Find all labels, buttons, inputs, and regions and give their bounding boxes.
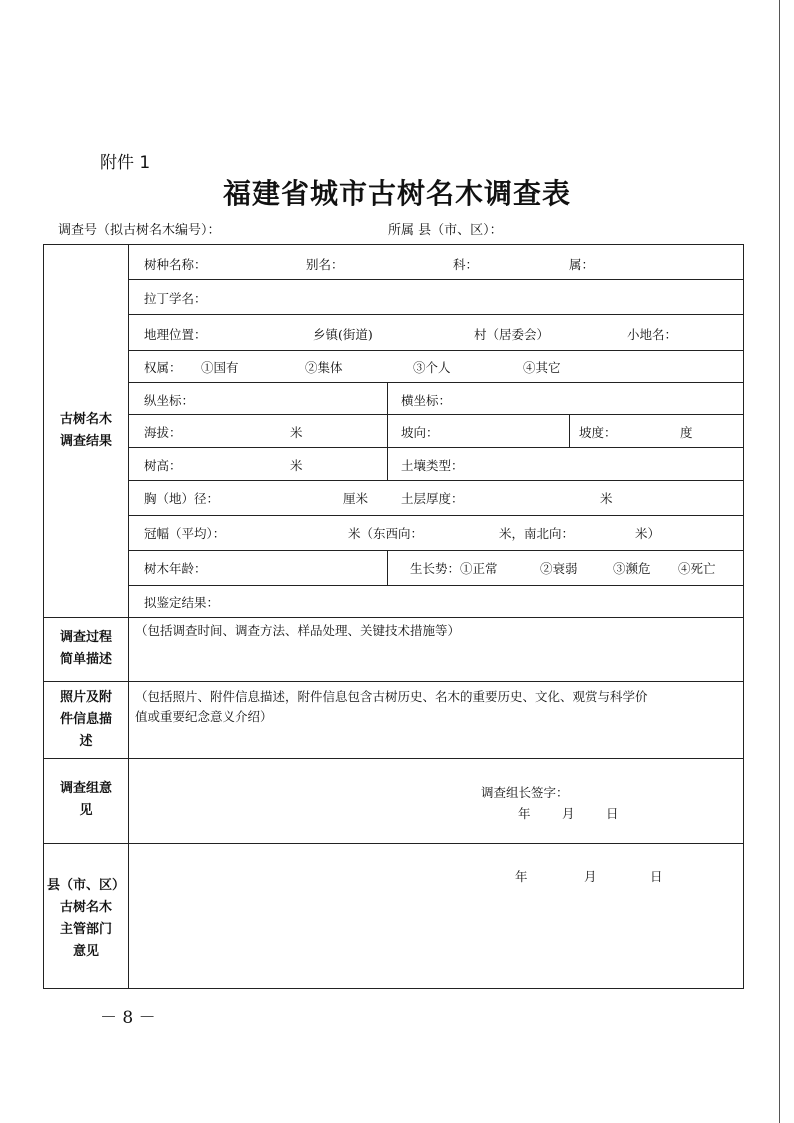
photos-hint-line2: 值或重要纪念意义介绍）: [135, 709, 273, 724]
team-date-year: 年: [518, 806, 531, 821]
section-divider: [44, 617, 744, 618]
longitude-field[interactable]: 横坐标：: [401, 393, 452, 408]
team-date-day: 日: [606, 806, 619, 821]
ownership-option-personal[interactable]: ③个人: [413, 360, 451, 375]
team-leader-signature[interactable]: 调查组长签字：: [481, 785, 569, 800]
form-title: 福建省城市古树名木调查表: [222, 177, 571, 210]
village-field[interactable]: 村（居委会）: [474, 327, 550, 342]
cell-divider: [387, 382, 388, 480]
row-divider: [128, 279, 744, 280]
dbh-field[interactable]: 胸（地）径：: [144, 491, 220, 506]
row-divider: [128, 585, 744, 586]
family-field[interactable]: 科：: [453, 257, 479, 272]
crown-north-south[interactable]: 米，南北向：: [499, 526, 575, 541]
latin-name-field[interactable]: 拉丁学名：: [144, 291, 207, 306]
cell-divider: [569, 414, 570, 447]
attachment-label: 附件 1: [100, 153, 151, 173]
species-field[interactable]: 树种名称：: [144, 257, 207, 272]
genus-field[interactable]: 属：: [569, 257, 595, 272]
latitude-field[interactable]: 纵坐标：: [144, 393, 195, 408]
row-divider: [128, 447, 744, 448]
row-divider: [128, 314, 744, 315]
soil-depth-field[interactable]: 土层厚度：: [401, 491, 464, 506]
cell-divider: [387, 550, 388, 585]
township-field[interactable]: 乡镇(街道): [313, 327, 373, 342]
page-edge: [779, 0, 780, 1123]
alias-field[interactable]: 别名：: [306, 257, 344, 272]
tree-height-unit: 米: [290, 458, 303, 473]
location-field[interactable]: 地理位置：: [144, 327, 207, 342]
row-divider: [128, 515, 744, 516]
dept-date-year: 年: [515, 869, 528, 884]
crown-end: 米）: [635, 526, 661, 541]
department-opinion-label: 县（市、区） 古树名木 主管部门 意见: [46, 878, 125, 959]
ownership-option-state[interactable]: ①国有: [201, 360, 239, 375]
row-divider: [128, 350, 744, 351]
crown-east-west[interactable]: 米（东西向：: [348, 526, 424, 541]
county-label: 所属 县（市、区）：: [388, 223, 503, 238]
section-divider: [44, 758, 744, 759]
photos-section-label: 照片及附 件信息描 述: [59, 690, 112, 749]
row-divider: [128, 480, 744, 481]
ownership-option-collective[interactable]: ②集体: [305, 360, 343, 375]
row-divider: [128, 382, 744, 383]
soil-type-field[interactable]: 土壤类型：: [401, 458, 464, 473]
vigor-option-weak[interactable]: ②衰弱: [540, 561, 578, 576]
team-opinion-label: 调查组意 见: [59, 781, 112, 818]
section-divider: [44, 681, 744, 682]
altitude-field[interactable]: 海拔：: [144, 425, 182, 440]
dept-date-month: 月: [584, 869, 597, 884]
dbh-unit: 厘米: [343, 491, 369, 506]
aspect-field[interactable]: 坡向：: [401, 425, 439, 440]
soil-depth-unit: 米: [600, 491, 613, 506]
row-divider: [128, 414, 744, 415]
slope-unit: 度: [680, 425, 693, 440]
appraisal-field[interactable]: 拟鉴定结果：: [144, 595, 220, 610]
tree-height-field[interactable]: 树高：: [144, 458, 182, 473]
ownership-option-other[interactable]: ④其它: [523, 360, 561, 375]
process-hint: （包括调查时间、调查方法、样品处理、关键技术措施等）: [135, 623, 461, 638]
slope-field[interactable]: 坡度：: [579, 425, 617, 440]
place-name-field[interactable]: 小地名：: [627, 327, 678, 342]
results-section-label: 古树名木 调查结果: [59, 412, 112, 449]
survey-form-table: [43, 244, 744, 989]
team-date-month: 月: [562, 806, 575, 821]
row-divider: [128, 550, 744, 551]
page-number: － 8 －: [100, 1008, 156, 1028]
section-divider: [44, 843, 744, 844]
ownership-label: 权属：: [144, 360, 182, 375]
tree-age-field[interactable]: 树木年龄：: [144, 561, 207, 576]
process-section-label: 调查过程 简单描述: [59, 630, 112, 667]
dept-date-day: 日: [650, 869, 663, 884]
altitude-unit: 米: [290, 425, 303, 440]
photos-hint-line1: （包括照片、附件信息描述，附件信息包含古树历史、名木的重要历史、文化、观赏与科学价: [135, 689, 648, 704]
vigor-option-normal[interactable]: 生长势：①正常: [410, 561, 498, 576]
vigor-option-endangered[interactable]: ③濒危: [613, 561, 651, 576]
crown-width-field[interactable]: 冠幅（平均）：: [144, 526, 226, 541]
vigor-option-dead[interactable]: ④死亡: [678, 561, 716, 576]
survey-number-label: 调查号（拟古树名木编号）：: [58, 223, 221, 238]
